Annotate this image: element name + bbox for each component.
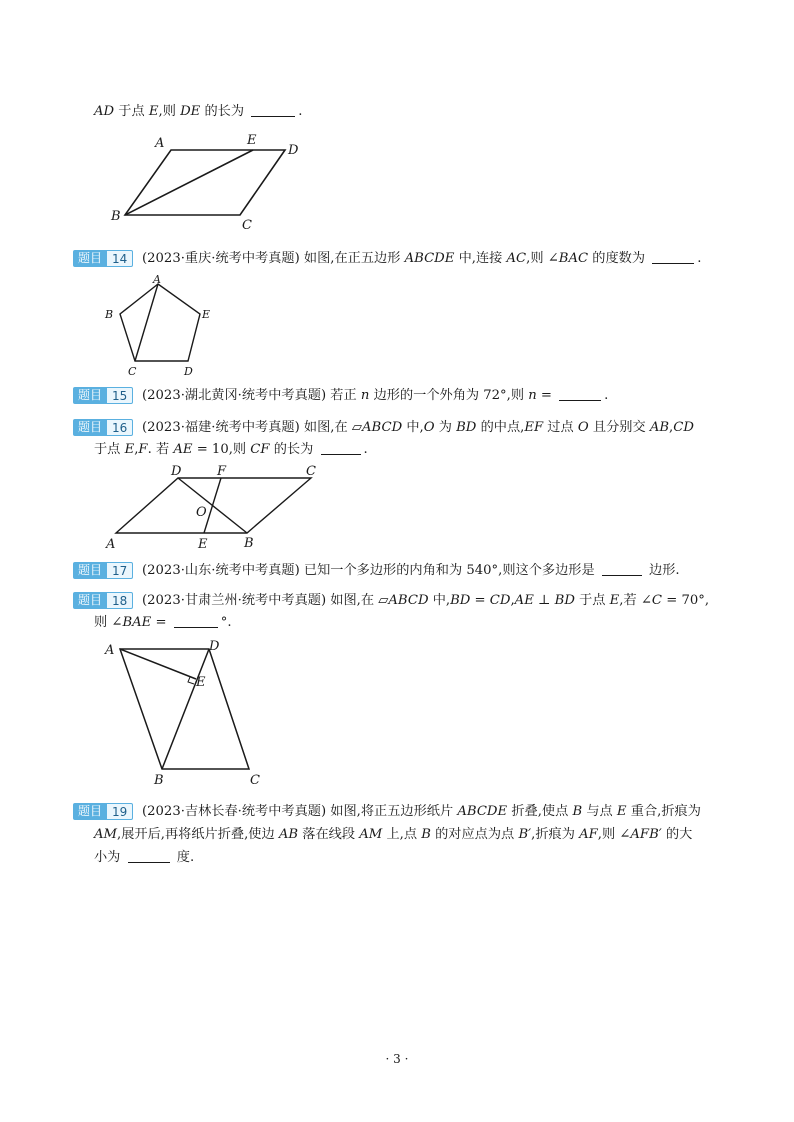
figure-parallelogram-q18 (100, 636, 280, 791)
segment-ac (135, 284, 158, 361)
label-b: B (244, 536, 254, 551)
label-a: A (105, 643, 115, 658)
question-19-text: (2023·吉林长春·统考中考真题) 如图,将正五边形纸片 ABCDE 折叠,使点 B 与点 E 重合,折痕为 (142, 804, 701, 819)
question-19-line3: 小为 度. (94, 850, 195, 865)
answer-blank[interactable] (321, 441, 361, 455)
label-e: E (247, 133, 257, 148)
label-e: E (196, 675, 206, 690)
answer-blank[interactable] (602, 562, 642, 576)
question-label-15: 题目 15 (73, 387, 133, 404)
pentagon-abcde (120, 284, 200, 361)
parallelogram-abcd (125, 150, 285, 215)
label-d: D (209, 639, 220, 654)
label-a: A (106, 537, 116, 552)
segment-be (125, 150, 253, 215)
figure-parallelogram-q16 (100, 460, 340, 555)
label-f: F (217, 464, 227, 479)
question-14-text: (2023·重庆·统考中考真题) 如图,在正五边形 ABCDE 中,连接 AC,则 ∠BAC 的度数为 . (142, 251, 702, 266)
label-o: O (196, 505, 207, 520)
question-19-line2: AM,展开后,再将纸片折叠,使边 AB 落在线段 AM 上,点 B 的对应点为点 B′,折痕为 AF,则 ∠AFB′ 的大 (94, 827, 693, 842)
question-label-18: 题目 18 (73, 592, 133, 609)
question-label-19: 题目 19 (73, 803, 133, 820)
figure-parallelogram-q13 (100, 128, 320, 238)
label-c: C (306, 464, 316, 479)
label-b: B (111, 209, 121, 224)
label-b: B (154, 773, 164, 788)
answer-blank[interactable] (652, 250, 694, 264)
answer-blank[interactable] (128, 849, 170, 863)
label-e: E (198, 537, 208, 552)
question-16-line2: 于点 E,F. 若 AE = 10,则 CF 的长为 . (94, 442, 368, 457)
label-c: C (128, 365, 137, 378)
segment-ae (120, 649, 196, 679)
label-c: C (242, 218, 252, 233)
label-e: E (202, 308, 211, 321)
question-15-text: (2023·湖北黄冈·统考中考真题) 若正 n 边形的一个外角为 72°,则 n = . (142, 388, 609, 403)
answer-blank[interactable] (174, 614, 218, 628)
question-18-text: (2023·甘肃兰州·统考中考真题) 如图,在 ▱ABCD 中,BD = CD,AE ⊥ BD 于点 E,若 ∠C = 70°, (142, 593, 710, 608)
question-label-17: 题目 17 (73, 562, 133, 579)
figure-pentagon-q14 (100, 272, 220, 382)
q13-tail-line: AD 于点 E,则 DE 的长为 . (94, 104, 303, 119)
label-d: D (171, 464, 182, 479)
label-a: A (153, 273, 161, 286)
question-17-text: (2023·山东·统考中考真题) 已知一个多边形的内角和为 540°,则这个多边形是 边形. (142, 563, 680, 578)
label-a: A (155, 136, 165, 151)
question-18-line2: 则 ∠BAE = °. (94, 615, 232, 630)
answer-blank[interactable] (251, 103, 295, 117)
segment-bd (162, 649, 209, 769)
label-d: D (184, 365, 193, 378)
label-b: B (105, 308, 114, 321)
page-number: · 3 · (385, 1052, 409, 1066)
parallelogram-abcd (120, 649, 249, 769)
question-16-text: (2023·福建·统考中考真题) 如图,在 ▱ABCD 中,O 为 BD 的中点,EF 过点 O 且分别交 AB,CD (142, 420, 694, 435)
label-d: D (288, 143, 299, 158)
label-c: C (250, 773, 260, 788)
question-label-16: 题目 16 (73, 419, 133, 436)
answer-blank[interactable] (559, 387, 601, 401)
question-label-14: 题目 14 (73, 250, 133, 267)
